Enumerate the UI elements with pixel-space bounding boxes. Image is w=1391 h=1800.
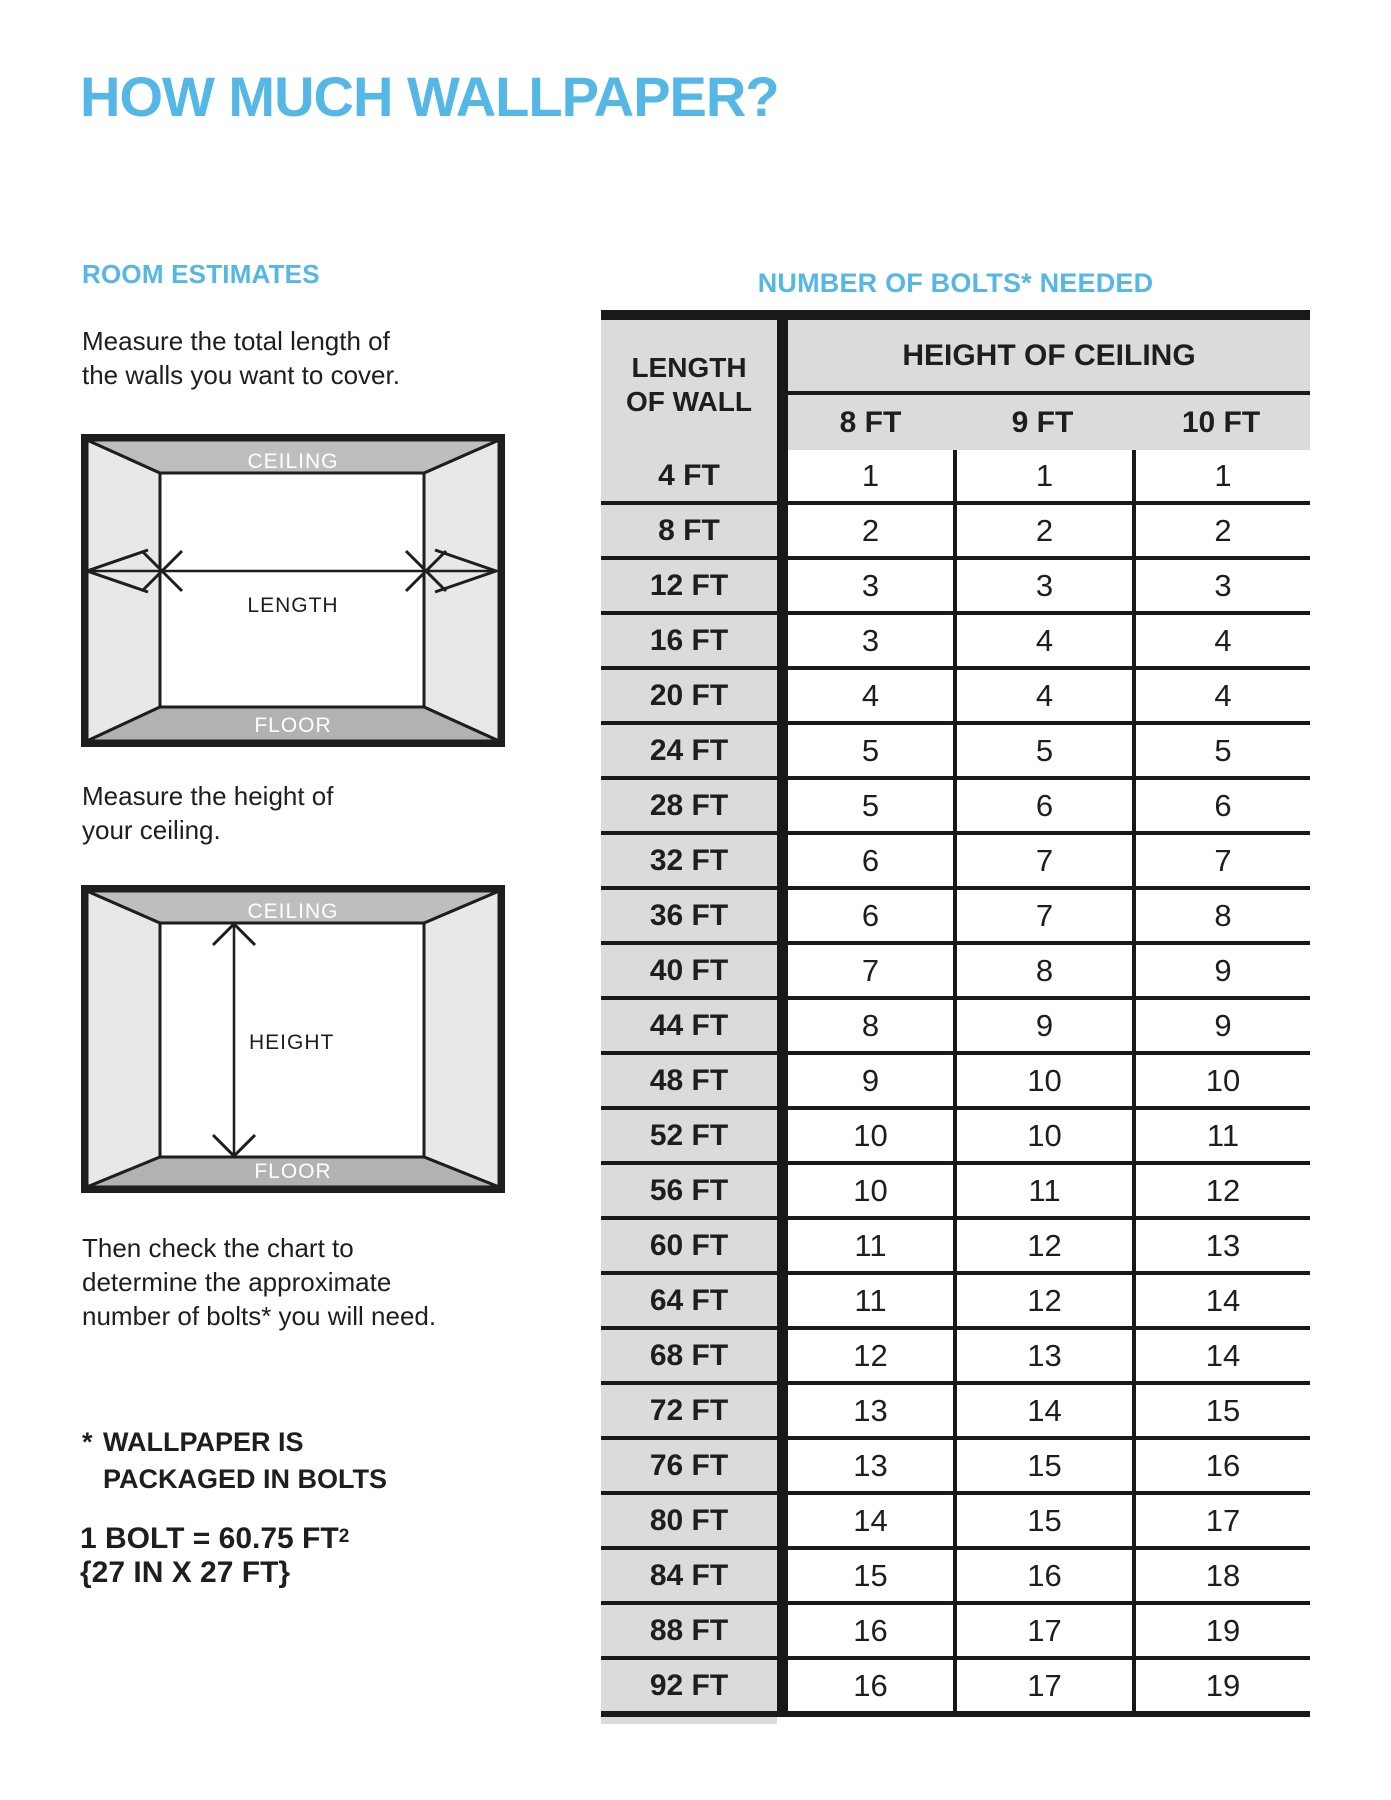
- table-row: [601, 505, 1310, 560]
- cell-value: 17: [1132, 1495, 1310, 1546]
- left-wall-shape: [87, 891, 160, 1187]
- cell-value: 9: [1132, 945, 1310, 996]
- asterisk: *: [82, 1427, 93, 1457]
- bolt-size-line: [80, 1520, 349, 1556]
- instruction-line: the walls you want to cover.: [82, 360, 400, 390]
- row-label: 8 FT: [601, 505, 777, 556]
- column-header-8ft: 8 FT: [839, 405, 902, 439]
- bolts-footnote: [82, 1424, 387, 1498]
- cell-value: 12: [953, 1275, 1132, 1326]
- row-label: 72 FT: [601, 1385, 777, 1436]
- cell-value: 7: [953, 890, 1132, 941]
- cell-value: 15: [953, 1495, 1132, 1546]
- row-label: 92 FT: [601, 1660, 777, 1711]
- row-label: 48 FT: [601, 1055, 777, 1106]
- table-row: [601, 1165, 1310, 1220]
- cell-value: 11: [777, 1220, 953, 1271]
- bolt-size-text: 1 BOLT = 60.75 FT: [80, 1522, 339, 1555]
- table-row: [601, 615, 1310, 670]
- instruction-line: determine the approximate: [82, 1267, 392, 1297]
- cell-value: 1: [953, 450, 1132, 501]
- cell-value: 5: [777, 725, 953, 776]
- cell-value: 7: [953, 835, 1132, 886]
- cell-value: 2: [1132, 505, 1310, 556]
- row-label: 84 FT: [601, 1550, 777, 1601]
- cell-value: 13: [1132, 1220, 1310, 1271]
- cell-value: 3: [953, 560, 1132, 611]
- cell-value: 11: [953, 1165, 1132, 1216]
- cell-value: 9: [777, 1055, 953, 1106]
- row-label: 36 FT: [601, 890, 777, 941]
- table-heading: NUMBER OF BOLTS* NEEDED: [757, 268, 1154, 298]
- ceiling-label: CEILING: [247, 450, 339, 473]
- length-label: LENGTH: [247, 594, 339, 617]
- table-row: [601, 1550, 1310, 1605]
- right-wall-shape: [424, 891, 499, 1187]
- table-row: [601, 725, 1310, 780]
- table-row: [601, 1275, 1310, 1330]
- cell-value: 10: [777, 1165, 953, 1216]
- cell-value: 18: [1132, 1550, 1310, 1601]
- cell-value: 17: [953, 1660, 1132, 1711]
- floor-label: FLOOR: [254, 714, 332, 737]
- bolt-equation: [80, 1520, 349, 1590]
- cell-value: 4: [953, 615, 1132, 666]
- column-header-10ft: 10 FT: [1181, 405, 1261, 439]
- cell-value: 17: [953, 1605, 1132, 1656]
- cell-value: 8: [777, 1000, 953, 1051]
- table-bottom-stub: [601, 1717, 777, 1724]
- row-label: 76 FT: [601, 1440, 777, 1491]
- table-row: [601, 1495, 1310, 1550]
- table-row: [601, 1660, 1310, 1717]
- cell-value: 14: [1132, 1330, 1310, 1381]
- row-label: 80 FT: [601, 1495, 777, 1546]
- cell-value: 6: [953, 780, 1132, 831]
- cell-value: 19: [1132, 1660, 1310, 1711]
- height-of-ceiling-header: HEIGHT OF CEILING: [788, 320, 1310, 395]
- squared-superscript: 2: [338, 1526, 350, 1547]
- back-wall-shape: [160, 473, 424, 707]
- row-group-header: [601, 320, 777, 450]
- row-label: 24 FT: [601, 725, 777, 776]
- cell-value: 14: [777, 1495, 953, 1546]
- cell-value: 3: [777, 615, 953, 666]
- row-label: 40 FT: [601, 945, 777, 996]
- table-row: [601, 835, 1310, 890]
- table-row: [601, 1385, 1310, 1440]
- section-heading-room-estimates: ROOM ESTIMATES: [82, 259, 320, 289]
- cell-value: 19: [1132, 1605, 1310, 1656]
- row-label: 20 FT: [601, 670, 777, 721]
- row-label: 16 FT: [601, 615, 777, 666]
- table-row: [601, 890, 1310, 945]
- cell-value: 6: [777, 835, 953, 886]
- ceiling-label: CEILING: [247, 900, 339, 923]
- instruction-line: number of bolts* you will need.: [82, 1301, 437, 1331]
- cell-value: 16: [777, 1605, 953, 1656]
- table-row: [601, 1000, 1310, 1055]
- cell-value: 12: [1132, 1165, 1310, 1216]
- table-row: [601, 1605, 1310, 1660]
- instruction-check-chart: [82, 1231, 436, 1333]
- column-group-header: [777, 320, 1310, 450]
- instruction-line: your ceiling.: [82, 815, 221, 845]
- row-label: 52 FT: [601, 1110, 777, 1161]
- table-row: [601, 1055, 1310, 1110]
- cell-value: 11: [777, 1275, 953, 1326]
- ceiling-height-diagram: [81, 885, 505, 1193]
- cell-value: 7: [777, 945, 953, 996]
- row-label: 32 FT: [601, 835, 777, 886]
- cell-value: 12: [953, 1220, 1132, 1271]
- row-group-header-line: LENGTH: [631, 352, 747, 383]
- cell-value: 8: [1132, 890, 1310, 941]
- row-group-header-line: OF WALL: [626, 386, 752, 417]
- cell-value: 1: [777, 450, 953, 501]
- row-label: 60 FT: [601, 1220, 777, 1271]
- cell-value: 10: [1132, 1055, 1310, 1106]
- table-row: [601, 1110, 1310, 1165]
- table-row: [601, 560, 1310, 615]
- table-row: [601, 1330, 1310, 1385]
- cell-value: 8: [953, 945, 1132, 996]
- cell-value: 2: [777, 505, 953, 556]
- cell-value: 12: [777, 1330, 953, 1381]
- instruction-line: Then check the chart to: [82, 1233, 354, 1263]
- instruction-line: Measure the total length of: [82, 326, 390, 356]
- cell-value: 7: [1132, 835, 1310, 886]
- cell-value: 3: [1132, 560, 1310, 611]
- cell-value: 1: [1132, 450, 1310, 501]
- bolt-dimensions-line: {27 IN X 27 FT}: [80, 1556, 291, 1589]
- table-row: [601, 1220, 1310, 1275]
- bolts-table: [601, 310, 1310, 1717]
- instruction-measure-length: [82, 324, 400, 392]
- cell-value: 5: [1132, 725, 1310, 776]
- row-label: 44 FT: [601, 1000, 777, 1051]
- row-label: 12 FT: [601, 560, 777, 611]
- cell-value: 13: [777, 1440, 953, 1491]
- cell-value: 2: [953, 505, 1132, 556]
- column-header-9ft: 9 FT: [1011, 405, 1074, 439]
- cell-value: 3: [777, 560, 953, 611]
- row-label: 4 FT: [601, 450, 777, 501]
- cell-value: 16: [953, 1550, 1132, 1601]
- row-label: 88 FT: [601, 1605, 777, 1656]
- cell-value: 9: [953, 1000, 1132, 1051]
- cell-value: 5: [953, 725, 1132, 776]
- cell-value: 14: [1132, 1275, 1310, 1326]
- left-wall-shape: [87, 440, 160, 741]
- height-label: HEIGHT: [249, 1031, 335, 1054]
- row-label: 28 FT: [601, 780, 777, 831]
- cell-value: 6: [1132, 780, 1310, 831]
- table-row: [601, 780, 1310, 835]
- cell-value: 16: [1132, 1440, 1310, 1491]
- cell-value: 10: [953, 1055, 1132, 1106]
- table-row: [601, 450, 1310, 505]
- footnote-line: WALLPAPER IS: [103, 1427, 304, 1457]
- instruction-line: Measure the height of: [82, 781, 334, 811]
- instruction-measure-height: [82, 779, 334, 847]
- cell-value: 4: [953, 670, 1132, 721]
- column-headers-row: [788, 395, 1310, 450]
- page-title: HOW MUCH WALLPAPER?: [80, 65, 779, 128]
- cell-value: 10: [777, 1110, 953, 1161]
- footnote-line: PACKAGED IN BOLTS: [103, 1464, 388, 1494]
- table-body: [601, 450, 1310, 1717]
- cell-value: 14: [953, 1385, 1132, 1436]
- cell-value: 16: [777, 1660, 953, 1711]
- cell-value: 4: [777, 670, 953, 721]
- floor-label: FLOOR: [254, 1160, 332, 1183]
- cell-value: 5: [777, 780, 953, 831]
- table-header: [601, 320, 1310, 450]
- cell-value: 9: [1132, 1000, 1310, 1051]
- cell-value: 4: [1132, 615, 1310, 666]
- cell-value: 4: [1132, 670, 1310, 721]
- cell-value: 11: [1132, 1110, 1310, 1161]
- cell-value: 13: [777, 1385, 953, 1436]
- row-label: 56 FT: [601, 1165, 777, 1216]
- cell-value: 15: [953, 1440, 1132, 1491]
- row-label: 64 FT: [601, 1275, 777, 1326]
- table-row: [601, 1440, 1310, 1495]
- cell-value: 13: [953, 1330, 1132, 1381]
- row-label: 68 FT: [601, 1330, 777, 1381]
- table-row: [601, 945, 1310, 1000]
- table-row: [601, 670, 1310, 725]
- cell-value: 10: [953, 1110, 1132, 1161]
- room-length-diagram: [81, 434, 505, 747]
- cell-value: 15: [777, 1550, 953, 1601]
- cell-value: 15: [1132, 1385, 1310, 1436]
- cell-value: 6: [777, 890, 953, 941]
